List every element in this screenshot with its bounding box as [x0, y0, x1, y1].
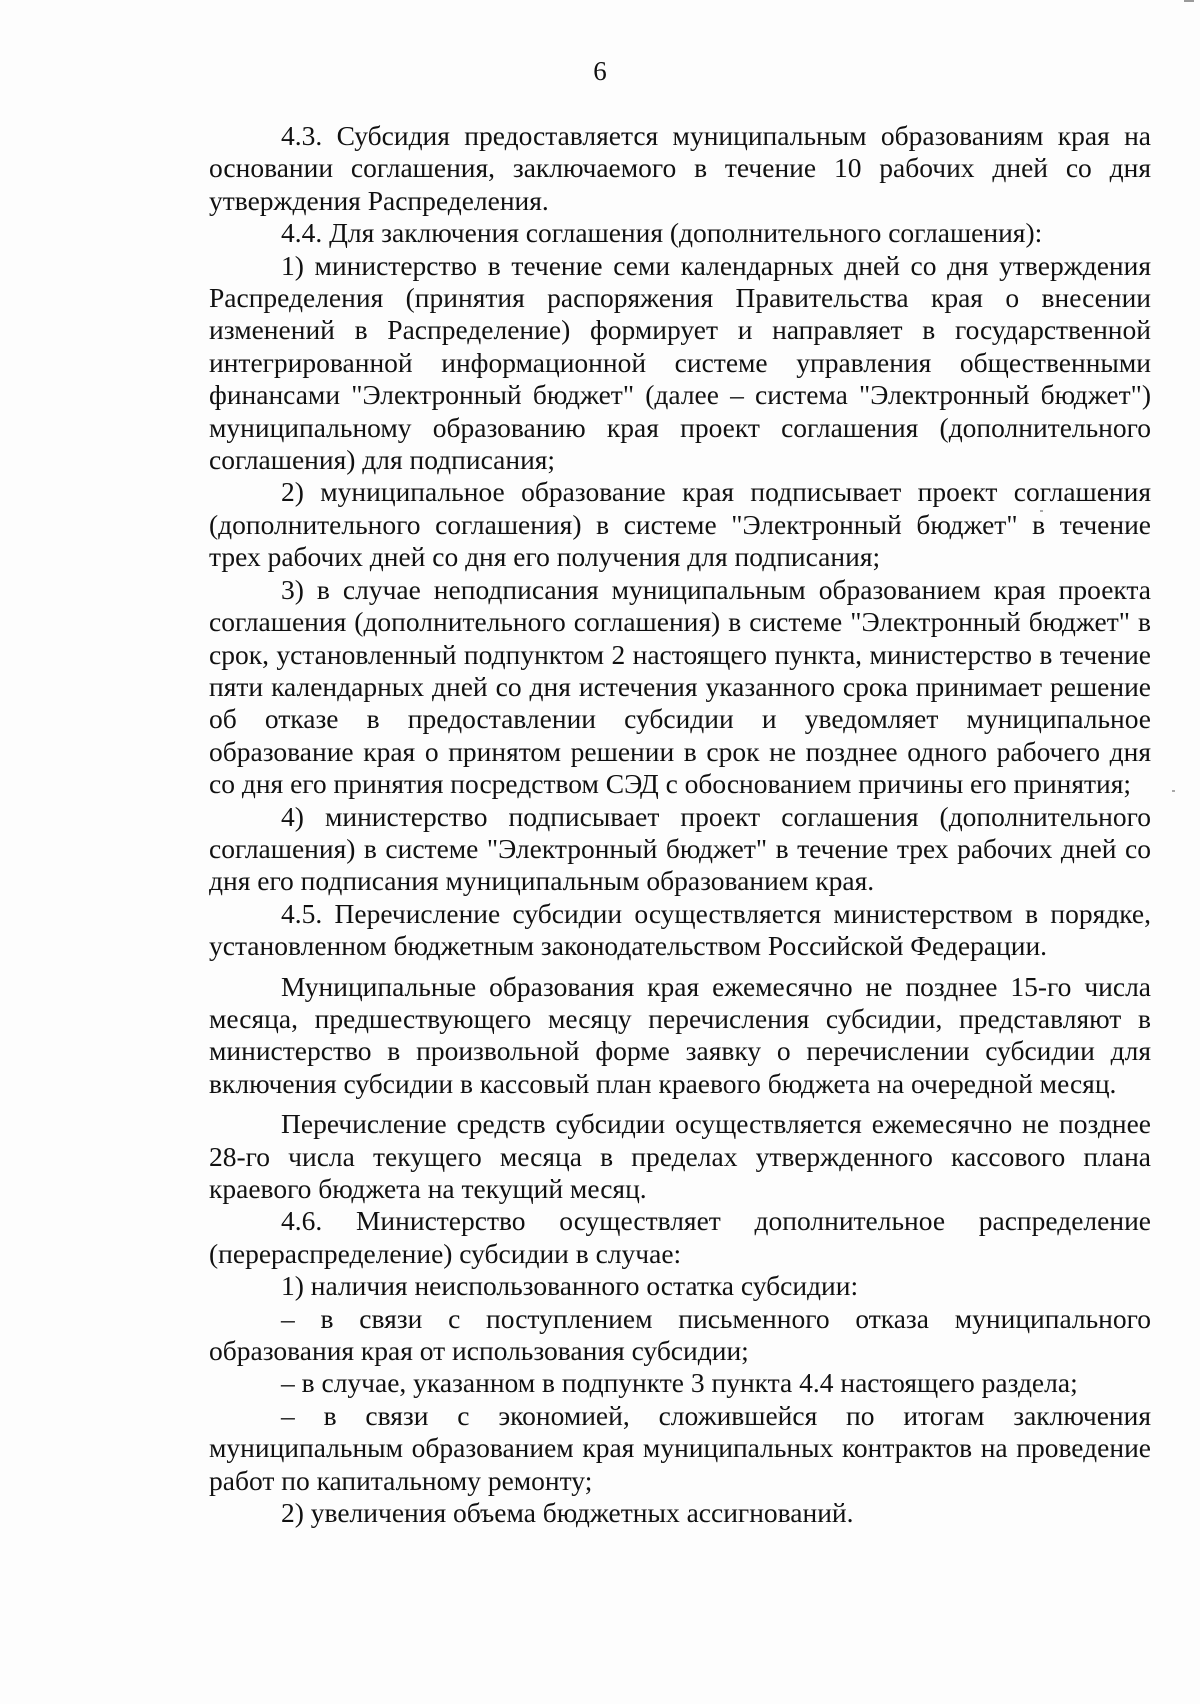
scan-speck	[1172, 790, 1175, 792]
paragraph-4-6-item-1-dash-3: – в связи с экономией, сложившейся по итогам заключения муниципальным образованием края муниципальных контрактов на проведение работ по капитальному ремонту;	[209, 1399, 1151, 1496]
paragraph-4-5: 4.5. Перечисление субсидии осуществляется министерством в порядке, установленном бюджетным законодательством Российской Федерации.	[209, 897, 1151, 962]
paragraph-4-6: 4.6. Министерство осуществляет дополнительное распределение (перераспределение) субсидии в случае:	[209, 1205, 1151, 1269]
paragraph-4-6-item-1: 1) наличия неиспользованного остатка субсидии:	[281, 1270, 859, 1302]
paragraph-4-4: 4.4. Для заключения соглашения (дополнительного соглашения):	[281, 217, 1043, 249]
paragraph-4-4-item-2: 2) муниципальное образование края подписывает проект соглашения (дополнительного соглашения) в системе "Электронный бюджет" в течение трех рабочих дней со дня его получения для подписания;	[209, 476, 1151, 573]
paragraph-4-4-item-4: 4) министерство подписывает проект соглашения (дополнительного соглашения) в системе "Электронный бюджет" в течение трех рабочих дней со дня его подписания муниципальным образованием края.	[209, 800, 1151, 897]
paragraph-4-6-item-1-dash-1: – в связи с поступлением письменного отказа муниципального образования края от использования субсидии;	[209, 1302, 1151, 1367]
paragraph-4-3: 4.3. Субсидия предоставляется муниципальным образованиям края на основании соглашения, заключаемого в течение 10 рабочих дней со дня утверждения Распределения.	[209, 120, 1151, 216]
scan-edge-mark	[1184, 0, 1194, 2]
paragraph-4-6-item-2: 2) увеличения объема бюджетных ассигнований.	[281, 1497, 854, 1529]
document-body	[209, 120, 1151, 1529]
paragraph-4-4-item-3: 3) в случае неподписания муниципальным образованием края проекта соглашения (дополнительного соглашения) в системе "Электронный бюджет" в срок, установленный подпунктом 2 настоящего пункта, министерство в течение пяти календарных дней со дня истечения указанного срока принимает решение об отказе в предоставлении субсидии и уведомляет муниципальное образование края о принятом решении в срок не позднее одного рабочего дня со дня его принятия посредством СЭД с обоснованием причины его принятия;	[209, 573, 1151, 800]
paragraph-4-4-item-1: 1) министерство в течение семи календарных дней со дня утверждения Распределения (принятия распоряжения Правительства края о внесении изменений в Распределение) формирует и направляет в государственной интегрированной информационной системе управления общественными финансами "Электронный бюджет" (далее – система "Электронный бюджет") муниципальному образованию края проект соглашения (дополнительного соглашения) для подписания;	[209, 249, 1151, 476]
paragraph-4-5-request: Муниципальные образования края ежемесячно не позднее 15-го числа месяца, предшествующего месяцу перечисления субсидии, представляют в министерство в произвольной форме заявку о перечислении субсидии для включения субсидии в кассовый план краевого бюджета на очередной месяц.	[209, 970, 1151, 1099]
paragraph-4-5-transfer: Перечисление средств субсидии осуществляется ежемесячно не позднее 28-го числа текущего месяца в пределах утвержденного кассового плана краевого бюджета на текущий месяц.	[209, 1108, 1151, 1204]
page-number: 6	[593, 56, 607, 86]
paragraph-4-6-item-1-dash-2: – в случае, указанном в подпункте 3 пункта 4.4 настоящего раздела;	[281, 1367, 1078, 1399]
